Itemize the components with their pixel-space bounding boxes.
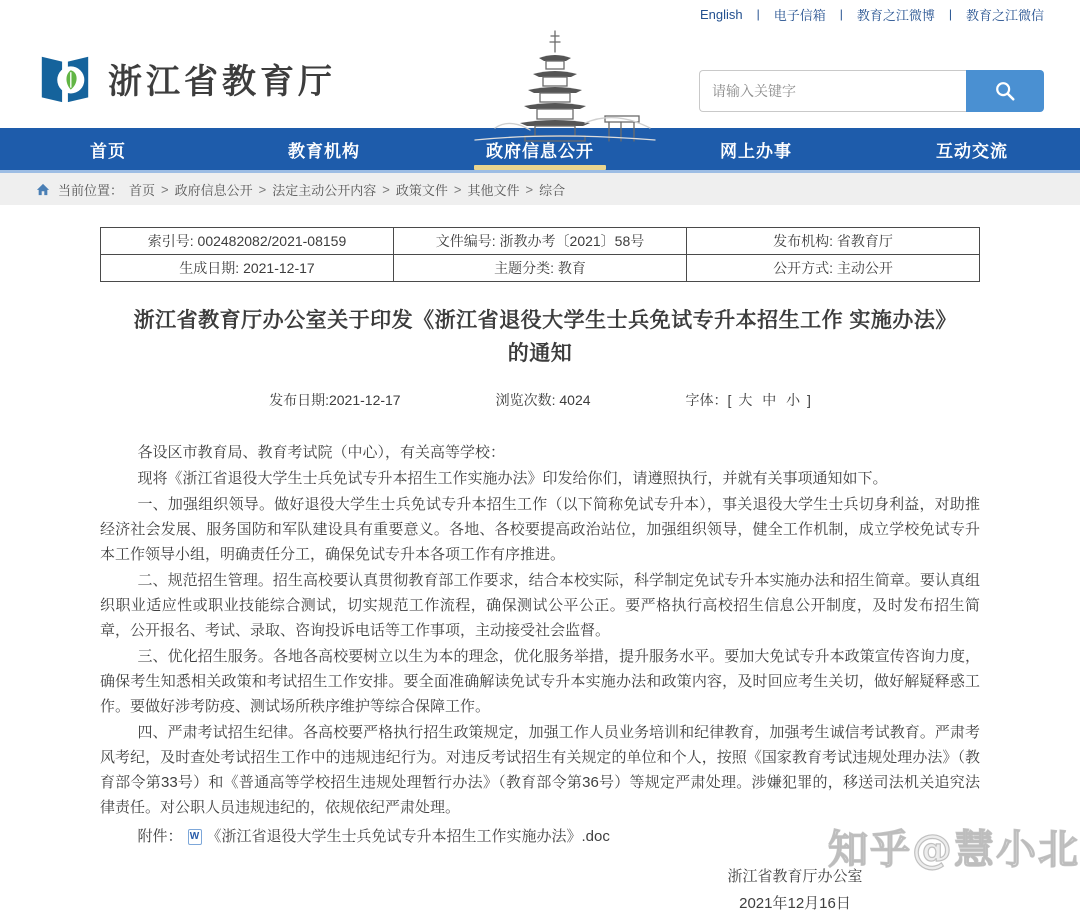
- nav-item-gov-info[interactable]: [432, 128, 648, 170]
- topbar-link-english[interactable]: English: [699, 6, 743, 22]
- search-input[interactable]: [699, 70, 966, 112]
- doc-index-number: 索引号: 002482082/2021-08159: [101, 228, 394, 255]
- nav-item-home[interactable]: [0, 128, 216, 170]
- paragraph-intro: 现将《浙江省退役大学生士兵免试专升本招生工作实施办法》印发给你们，请遵照执行，并就有关事项通知如下。: [137, 470, 888, 487]
- crumb-separator: >: [258, 181, 267, 197]
- paragraph-section-2: 二、规范招生管理。招生高校要认真贯彻教育部工作要求，结合本校实际，科学制定免试专升本实施办法和招生简章。要认真组织职业适应性或职业技能综合测试，切实规范工作流程，确保测试公平公正。要严格执行高校招生信息公开制度，及时发布招生简章，公开报名、考试、录取、咨询投诉电话等工作事项，主动接受社会监督。: [100, 572, 980, 639]
- attachment-label: 附件：: [137, 828, 183, 845]
- font-size-small-button[interactable]: 小: [786, 392, 801, 408]
- crumb-home[interactable]: 首页: [129, 182, 156, 198]
- paragraph-section-4: 四、严肃考试招生纪律。各高校要严格执行招生政策规定，加强工作人员业务培训和纪律教育，加强考生诚信考试教育。严肃考风考纪，及时查处考试招生工作中的违规违纪行为。对违反考试招生有关规定的单位和个人，按照《国家教育考试违规处理办法》（教育部令第33号）和《普通高等学校招生违规处理暂行办法》（教育部令第36号）等规定严肃处理。涉嫌犯罪的，移送司法机关追究法律责任。对公职人员违规违纪的，依规依纪严肃处理。: [100, 724, 980, 816]
- book-leaf-logo-icon: [36, 49, 94, 107]
- doc-info-table: [100, 227, 980, 282]
- crumb-separator: >: [382, 181, 390, 197]
- doc-creation-date: 生成日期: 2021-12-17: [101, 255, 394, 282]
- page-title: 浙江省教育厅办公室关于印发《浙江省退役大学生士兵免试专升本招生工作 实施办法》的通知: [133, 309, 947, 365]
- table-row: [101, 228, 980, 255]
- word-doc-icon: W: [188, 829, 202, 845]
- nav-item-interaction[interactable]: [864, 128, 1080, 170]
- breadcrumb-prefix: 当前位置：: [58, 182, 124, 198]
- crumb-statutory-disclosure[interactable]: 法定主动公开内容: [272, 182, 377, 198]
- site-header: [0, 28, 1080, 128]
- nav-label: 首页: [90, 141, 126, 161]
- crumb-policy-documents[interactable]: 政策文件: [395, 182, 448, 198]
- article-body: [100, 440, 980, 917]
- signature-org: 浙江省教育厅办公室: [727, 868, 863, 885]
- separator: |: [756, 7, 760, 21]
- separator: |: [948, 7, 952, 21]
- nav-item-institutions[interactable]: [216, 128, 432, 170]
- main-nav: [0, 128, 1080, 170]
- site-title: 浙江省教育厅: [108, 61, 336, 102]
- search-icon: [994, 80, 1016, 102]
- font-size-medium-button[interactable]: 中: [762, 392, 777, 408]
- font-control-label: 字体：[: [685, 392, 732, 408]
- crumb-comprehensive[interactable]: 综合: [539, 182, 566, 198]
- attachment-row: [100, 824, 980, 849]
- paragraph-section-3: 三、优化招生服务。各地各高校要树立以生为本的理念，优化服务举措，提升服务水平。要加大免试专升本政策宣传咨询力度，确保考生知悉相关政策和考试招生工作安排。要全面准确解读免试专升本实施办法和政策内容，及时回应考生关切，做好解疑释惑工作。要做好涉考防疫、测试场所秩序维护等综合保障工作。: [100, 648, 980, 715]
- search-box: [699, 70, 1044, 112]
- signature-block: [670, 863, 920, 917]
- nav-item-online-services[interactable]: [648, 128, 864, 170]
- nav-label: 互动交流: [936, 141, 1008, 161]
- signature-date: 2021年12月16日: [739, 895, 851, 912]
- separator: |: [839, 7, 843, 21]
- view-count: 浏览次数: 4024: [495, 392, 591, 408]
- attachment-link[interactable]: 《浙江省退役大学生士兵免试专升本招生工作实施办法》.doc: [206, 828, 610, 845]
- nav-label: 政府信息公开: [486, 141, 594, 161]
- paragraph-section-1: 一、加强组织领导。做好退役大学生士兵免试专升本招生工作（以下简称免试专升本），事关退役大学生士兵切身利益，对助推经济社会发展、服务国防和军队建设具有重要意义。各地、各校要提高政治站位，加强组织领导，健全工作机制，成立学校免试专升本工作领导小组，明确责任分工，确保免试专升本各项工作有序推进。: [100, 496, 980, 563]
- doc-subject-category: 主题分类: 教育: [394, 255, 687, 282]
- crumb-separator: >: [453, 181, 462, 197]
- nav-label: 网上办事: [720, 141, 792, 161]
- crumb-separator: >: [161, 181, 169, 197]
- paragraph-salutation: 各设区市教育局、教育考试院（中心），有关高等学校：: [137, 444, 506, 461]
- topbar-link-wechat[interactable]: 教育之江微信: [965, 7, 1044, 23]
- topbar-link-email[interactable]: 电子信箱: [773, 7, 826, 23]
- breadcrumb: [0, 173, 1080, 205]
- font-control-close: ]: [807, 392, 811, 408]
- home-icon: [36, 183, 50, 196]
- doc-issuing-agency: 发布机构: 省教育厅: [687, 228, 980, 255]
- table-row: [101, 255, 980, 282]
- doc-file-number: 文件编号: 浙教办考〔2021〕58号: [394, 228, 687, 255]
- site-logo[interactable]: [36, 49, 336, 107]
- search-button[interactable]: [966, 70, 1044, 112]
- crumb-other-documents[interactable]: 其他文件: [467, 182, 520, 198]
- topbar-link-weibo[interactable]: 教育之江微博: [856, 7, 935, 23]
- article-content: [100, 227, 980, 917]
- crumb-separator: >: [525, 181, 534, 197]
- topbar: [0, 0, 1080, 28]
- publish-date: 发布日期:2021-12-17: [269, 392, 401, 408]
- nav-label: 教育机构: [288, 141, 360, 161]
- watermark: 知乎@慧小北: [828, 827, 1080, 873]
- font-size-control: [686, 390, 811, 410]
- font-size-large-button[interactable]: 大: [738, 392, 753, 408]
- article-meta: [100, 390, 980, 410]
- crumb-gov-info[interactable]: 政府信息公开: [174, 182, 253, 198]
- doc-disclosure-method: 公开方式: 主动公开: [687, 255, 980, 282]
